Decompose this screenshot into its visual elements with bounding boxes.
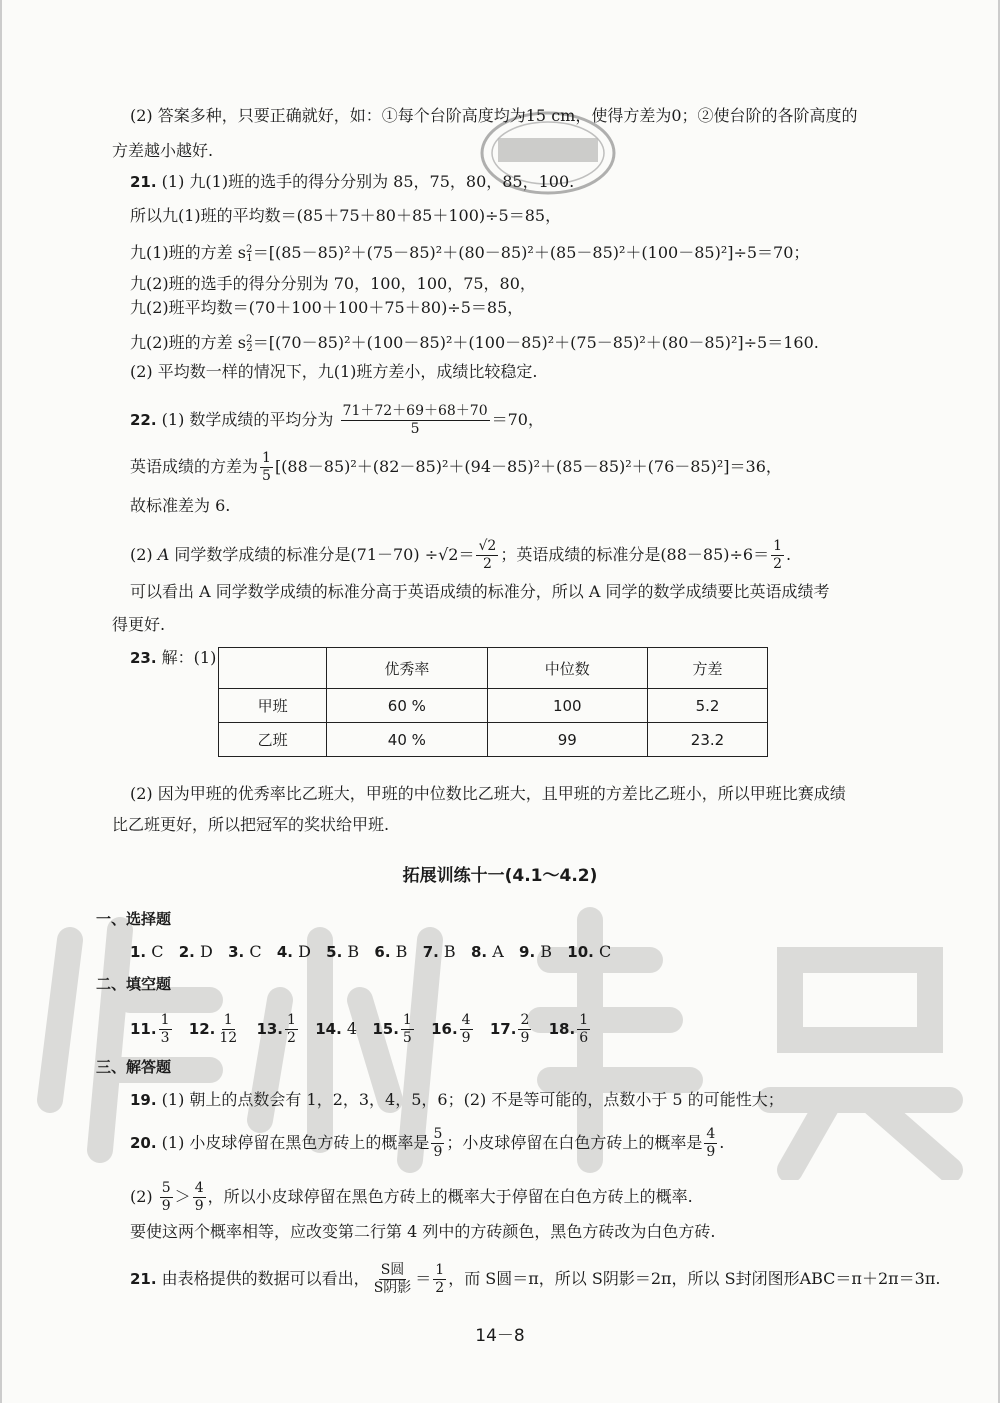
p22-l4b: 同学数学成绩的标准分是(71－70) ÷√2＝ [169,545,475,564]
fill-heading: 二、填空题 [96,975,172,993]
p22-line6: 得更好. [112,615,166,634]
p22-l2a: 英语成绩的方差为 [130,457,259,476]
p22-line4 [130,538,791,573]
q21-b: ＝ [415,1269,432,1288]
p21-line7: (2) 平均数一样的情况下，九(1)班方差小，成绩比较稳定. [130,362,538,381]
p21-l3-sub: 1 [246,253,253,264]
left-page-edge [0,0,2,1403]
p23-lead: 解：(1) [161,648,217,667]
fill-num: 11. [130,1020,157,1038]
fill-de: 9 [520,1030,530,1046]
fill-num: 18. [548,1020,576,1038]
q20-2nu1: 5 [161,1180,171,1196]
q21-nu2: 1 [435,1262,445,1278]
choice-num: 6. [374,943,391,961]
fill-num: 14. [315,1020,342,1038]
p21-l6b: ＝[(70－85)²＋(100－85)²＋(100－85)²＋(75－85)²＋(80－85)²]÷5＝160. [252,333,819,352]
choice-num: 1. [130,943,147,961]
q20-2nu2: 4 [194,1180,204,1196]
p22-line5: 可以看出 A 同学数学成绩的标准分高于英语成绩的标准分，所以 A 同学的数学成绩要比英语成绩考 [130,582,830,601]
choice-answers [130,942,611,962]
p22-l4a: (2) [130,545,158,564]
p22-l4c: ；英语成绩的标准分是(88－85)÷6＝ [500,545,770,564]
fill-nu: 1 [579,1012,589,1028]
fill-num: 15. [372,1020,399,1038]
choice-num: 4. [276,943,293,961]
choice-ans: B [395,942,408,961]
q20-2frac1 [160,1180,173,1215]
p21-l3-sup: 2 [245,244,253,255]
p22-eng-denominator: 2 [773,556,783,572]
q20-2de1: 9 [161,1198,171,1214]
q20-b: ；小皮球停留在白色方砖上的概率是 [446,1133,703,1152]
choice-num: 3. [228,943,245,961]
p21-line4: 九(2)班的选手的得分分别为 70，100，100，75，80， [130,274,536,293]
p22-math-denominator: 2 [482,556,492,572]
table-cell: 99 [487,723,647,757]
choice-num: 7. [422,943,439,961]
p22-l4-student: A [157,545,170,564]
fill-fraction [401,1012,414,1047]
p22-line1 [130,403,544,438]
p22-l1a: (1) 数学成绩的平均分为 [161,410,334,429]
table-cell: 40 % [327,723,487,757]
fill-de: 2 [287,1030,296,1046]
p21-line3 [130,240,809,269]
q21-a: 由表格提供的数据可以看出， [161,1269,370,1288]
choice-ans: B [443,942,456,961]
choice-num: 10. [567,943,594,961]
fill-de: 6 [579,1030,589,1046]
q20-de1: 9 [433,1144,443,1160]
q21-de: S阴影 [373,1280,412,1296]
p22-var-fraction [260,450,273,485]
fill-nu: 1 [160,1012,170,1028]
section-title: 拓展训练十一(4.1～4.2) [402,866,598,886]
q20-2b: ，所以小皮球停留在黑色方砖上的概率大于停留在白色方砖上的概率. [207,1187,693,1206]
table-cell: 100 [487,689,647,723]
fill-num: 12. [188,1020,216,1038]
p22-math-score-fraction [476,538,498,573]
choice-ans: C [151,942,164,961]
q19-number: 19. [130,1091,157,1109]
p21-l6-sup: 2 [245,334,253,345]
choice-ans: B [347,942,360,961]
p21-line1 [130,172,574,192]
q21-line [130,1262,940,1297]
choice-num: 5. [326,943,343,961]
fill-fraction [217,1012,239,1047]
q20-frac2 [704,1126,717,1161]
p23-line2: (2) 因为甲班的优秀率比乙班大，甲班的中位数比乙班大，且甲班的方差比乙班小，所以甲班比赛成绩 [130,784,846,803]
fill-fraction [285,1012,298,1047]
fill-fraction [577,1012,590,1047]
p20-line1: (2) 答案多种，只要正确就好，如：①每个台阶高度均为15 cm，使得方差为0；②使台阶的各阶高度的 [130,106,858,125]
p22-l4d: . [786,545,792,564]
q20-number: 20. [130,1134,157,1152]
fill-answers [130,1012,592,1047]
fill-nu: 1 [402,1012,412,1028]
p22-eng-score-fraction [771,538,784,573]
p21-text1: (1) 九(1)班的选手的得分分别为 85，75，80，85，100. [161,172,575,191]
solve-heading: 三、解答题 [96,1058,172,1076]
fill-fraction [460,1012,473,1047]
table-header-cell: 中位数 [487,648,647,689]
q20-frac1 [431,1126,444,1161]
q20-nu2: 4 [706,1126,716,1142]
choice-ans: C [598,942,612,961]
table-header-cell: 方差 [648,648,768,689]
q20-2de2: 9 [194,1198,204,1214]
fill-nu: 1 [223,1012,233,1028]
p22-l2b: [(88－85)²＋(82－85)²＋(94－85)²＋(85－85)²＋(76－85)²]＝36， [274,457,782,476]
p22-l1b: ＝70， [491,410,544,429]
p21-line2: 所以九(1)班的平均数＝(85＋75＋80＋85＋100)÷5＝85， [130,206,562,225]
p22-line3: 故标准差为 6. [130,496,231,515]
p22-var-numerator: 1 [262,450,271,466]
q21-nu: S圆 [380,1262,405,1278]
choice-ans: D [298,942,311,961]
q20-de2: 9 [706,1144,716,1160]
fill-num: 16. [431,1020,458,1038]
choice-ans: A [492,942,504,961]
p23-number: 23. [130,649,157,667]
q20-line2 [130,1180,693,1215]
q21-c: ，而 S圆＝π，所以 S阴影＝2π，所以 S封闭图形ABC＝π＋2π＝3π. [448,1269,941,1288]
table-cell: 60 % [327,689,487,723]
fill-fraction [159,1012,172,1047]
p22-mean-numerator: 71＋72＋69＋68＋70 [342,403,488,419]
p22-mean-fraction [341,403,490,438]
p22-line2 [130,450,782,485]
fill-de: 9 [461,1030,471,1046]
p21-l3b: ＝[(85－85)²＋(75－85)²＋(80－85)²＋(85－85)²＋(100－85)²]÷5＝70； [252,243,810,262]
p22-var-denominator: 5 [262,468,271,484]
p23-line1 [130,648,216,668]
p21-l3a: 九(1)班的方差 s [130,243,246,262]
stats-table [218,647,768,757]
p22-mean-denominator: 5 [410,421,420,437]
q20-line1 [130,1126,724,1161]
fill-de: 3 [160,1030,170,1046]
page-number: 14－8 [475,1326,525,1346]
p21-line5: 九(2)班平均数＝(70＋100＋100＋75＋80)÷5＝85， [130,298,524,317]
table-row [219,689,768,723]
table-cell: 甲班 [219,689,327,723]
choice-num: 2. [178,943,195,961]
table-cell: 乙班 [219,723,327,757]
q20-nu1: 5 [433,1126,443,1142]
q21-number: 21. [130,1270,157,1288]
choice-ans: D [199,942,213,961]
q20-gt: ＞ [174,1187,191,1206]
q20-2a: (2) [130,1187,158,1206]
table-header-cell [219,648,327,689]
fill-fraction [518,1012,531,1047]
q21-de2: 2 [435,1280,445,1296]
choice-num: 8. [470,943,488,961]
choice-ans: C [249,942,262,961]
table-cell: 5.2 [648,689,768,723]
choice-heading: 一、选择题 [96,910,172,928]
p22-eng-numerator: 1 [773,538,783,554]
fill-value: 4 [346,1019,358,1038]
q21-frac1 [372,1262,414,1297]
p23-line3: 比乙班更好，所以把冠军的奖状给甲班. [112,815,390,834]
p20-line2: 方差越小越好. [112,141,214,160]
p21-l6a: 九(2)班的方差 s [130,333,246,352]
p22-number: 22. [130,411,157,429]
q19-text: (1) 朝上的点数会有 1，2，3，4，5，6；(2) 不是等可能的，点数小于 5 的可能性大； [161,1090,784,1109]
fill-de: 12 [219,1030,238,1046]
choice-num: 9. [519,943,536,961]
fill-nu: 1 [287,1012,296,1028]
q20-2frac2 [193,1180,206,1215]
table-header-row [219,648,768,689]
p22-math-numerator: √2 [478,538,497,554]
p21-line6 [130,330,819,359]
q20-a: (1) 小皮球停留在黑色方砖上的概率是 [161,1133,430,1152]
table-header-cell: 优秀率 [327,648,487,689]
p21-number: 21. [130,173,157,191]
q20-line3: 要使这两个概率相等，应改变第二行第 4 列中的方砖颜色，黑色方砖改为白色方砖. [130,1222,716,1241]
choice-ans: B [540,942,553,961]
fill-nu: 4 [461,1012,471,1028]
table-row [219,723,768,757]
table-cell: 23.2 [648,723,768,757]
p21-l6-sub: 2 [246,343,253,354]
fill-de: 5 [402,1030,412,1046]
fill-nu: 2 [520,1012,530,1028]
fill-num: 17. [489,1020,517,1038]
q20-c: . [719,1133,725,1152]
q19-line [130,1090,784,1110]
q21-frac2 [433,1262,446,1297]
fill-num: 13. [256,1020,284,1038]
